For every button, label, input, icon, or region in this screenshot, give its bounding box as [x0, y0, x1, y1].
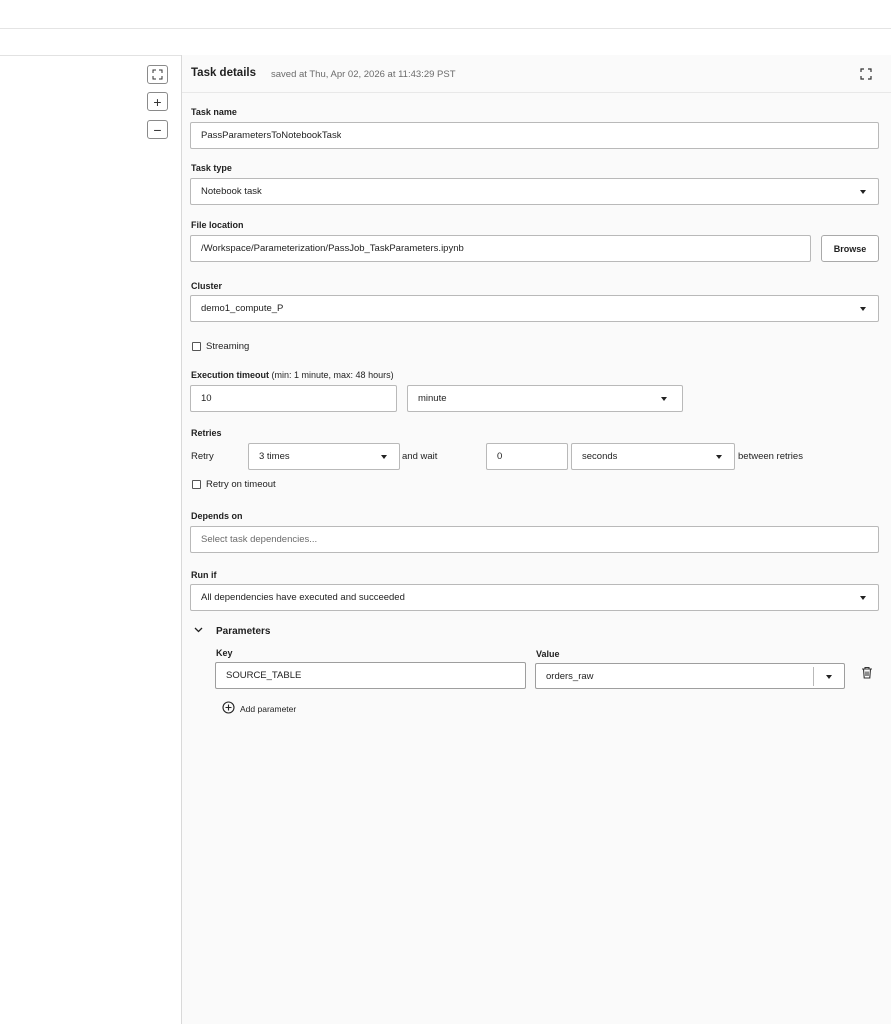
retry-count-value: 3 times: [259, 451, 290, 462]
browse-button[interactable]: Browse: [821, 235, 879, 262]
file-location-value: /Workspace/Parameterization/PassJob_TaskParameters.ipynb: [201, 243, 464, 254]
chevron-down-icon: [716, 455, 722, 459]
fullscreen-icon[interactable]: [859, 67, 873, 81]
parameters-title: Parameters: [216, 626, 271, 637]
task-name-value: PassParametersToNotebookTask: [201, 130, 342, 141]
cluster-select[interactable]: [190, 295, 879, 322]
run-if-value: All dependencies have executed and succeeded: [201, 592, 405, 603]
execution-timeout-hint: (min: 1 minute, max: 48 hours): [271, 370, 394, 380]
task-type-value: Notebook task: [201, 186, 262, 197]
top-bar: [0, 0, 891, 29]
task-name-label: Task name: [191, 107, 237, 117]
between-retries-text: between retries: [738, 451, 803, 462]
chevron-down-icon: [860, 596, 866, 600]
run-if-select[interactable]: [190, 584, 879, 611]
fit-view-button[interactable]: [147, 65, 168, 84]
saved-timestamp: saved at Thu, Apr 02, 2026 at 11:43:29 PST: [271, 69, 456, 80]
task-name-input[interactable]: [190, 122, 879, 149]
streaming-label: Streaming: [206, 341, 250, 352]
retry-wait-value: 0: [497, 451, 503, 462]
cluster-label: Cluster: [191, 281, 223, 291]
parameter-value-input[interactable]: [535, 663, 845, 689]
retry-count-select[interactable]: [248, 443, 400, 470]
parameter-key-value: SOURCE_TABLE: [226, 670, 302, 681]
combo-separator: [813, 667, 814, 686]
trash-icon[interactable]: [861, 666, 873, 679]
depends-on-label: Depends on: [191, 511, 243, 521]
task-details-panel: [181, 55, 891, 1024]
zoom-out-button[interactable]: [147, 120, 168, 139]
collapse-chevron-icon[interactable]: [194, 627, 203, 633]
value-header: Value: [536, 649, 560, 659]
retries-label: Retries: [191, 428, 222, 438]
panel-title: Task details: [191, 67, 256, 79]
streaming-checkbox[interactable]: [192, 342, 201, 351]
retry-text: Retry: [191, 451, 214, 462]
execution-timeout-label: [191, 370, 394, 380]
chevron-down-icon: [860, 190, 866, 194]
parameter-key-input[interactable]: [215, 662, 526, 689]
retry-wait-unit-select[interactable]: [571, 443, 735, 470]
execution-timeout-value: 10: [201, 393, 212, 404]
and-wait-text: and wait: [402, 451, 438, 462]
retry-wait-input[interactable]: [486, 443, 568, 470]
panel-header: [182, 55, 891, 93]
fit-view-icon: [152, 69, 163, 80]
key-header: Key: [216, 648, 233, 658]
depends-on-input[interactable]: [190, 526, 879, 553]
task-type-label: Task type: [191, 163, 232, 173]
zoom-in-button[interactable]: [147, 92, 168, 111]
add-circle-icon[interactable]: [222, 701, 235, 714]
retry-wait-unit: seconds: [582, 451, 618, 462]
chevron-down-icon: [661, 397, 667, 401]
cluster-value: demo1_compute_P: [201, 303, 284, 314]
run-if-label: Run if: [191, 570, 217, 580]
file-location-label: File location: [191, 220, 244, 230]
task-type-select[interactable]: [190, 178, 879, 205]
execution-timeout-input[interactable]: [190, 385, 397, 412]
plus-icon: +: [153, 93, 162, 110]
chevron-down-icon[interactable]: [826, 675, 832, 679]
execution-timeout-title: Execution timeout: [191, 370, 270, 380]
execution-timeout-unit: minute: [418, 393, 447, 404]
parameter-value-value: orders_raw: [546, 670, 594, 682]
retry-on-timeout-checkbox[interactable]: [192, 480, 201, 489]
minus-icon: −: [153, 121, 162, 138]
chevron-down-icon: [381, 455, 387, 459]
add-parameter-link[interactable]: Add parameter: [240, 704, 297, 714]
chevron-down-icon: [860, 307, 866, 311]
depends-on-placeholder: Select task dependencies...: [201, 534, 318, 545]
retry-on-timeout-label: Retry on timeout: [206, 479, 276, 490]
execution-timeout-unit-select[interactable]: [407, 385, 683, 412]
job-canvas: [0, 55, 181, 1024]
file-location-input[interactable]: [190, 235, 811, 262]
